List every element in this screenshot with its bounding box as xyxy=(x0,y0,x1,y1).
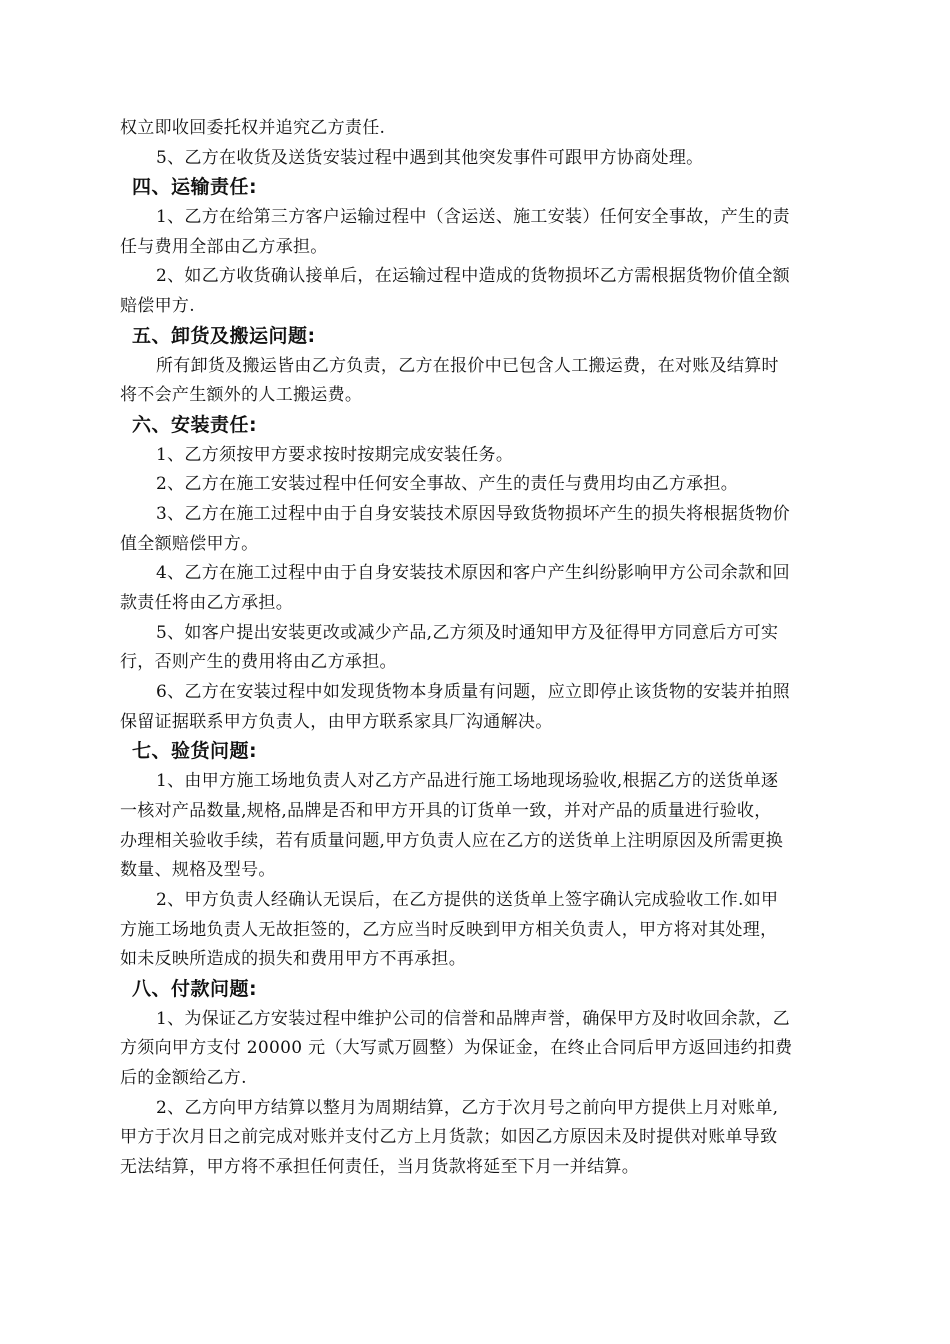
section-heading: 四、运输责任: xyxy=(132,176,258,199)
paragraph-start-line: 2、乙方在施工安装过程中任何安全事故、产生的责任与费用均由乙方承担。 xyxy=(156,474,739,495)
paragraph-start-line: 所有卸货及搬运皆由乙方负责，乙方在报价中已包含人工搬运费，在对账及结算时 xyxy=(156,355,779,376)
paragraph-start-line: 6、乙方在安装过程中如发现货物本身质量有问题，应立即停止该货物的安装并拍照 xyxy=(156,682,790,703)
text-line: 值全额赔偿甲方。 xyxy=(120,533,259,554)
text-line: 方施工场地负责人无故拒签的，乙方应当时反映到甲方相关负责人，甲方将对其处理， xyxy=(120,919,778,940)
text-line: 数量、规格及型号。 xyxy=(120,860,276,881)
text-line: 保留证据联系甲方负责人，由甲方联系家具厂沟通解决。 xyxy=(120,711,553,732)
text-line: 一核对产品数量,规格,品牌是否和甲方开具的订货单一致，并对产品的质量进行验收， xyxy=(120,800,772,821)
section-heading: 七、验货问题: xyxy=(132,740,258,763)
section-heading: 六、安装责任: xyxy=(132,413,258,436)
paragraph-start-line: 5、如客户提出安装更改或减少产品,乙方须及时通知甲方及征得甲方同意后方可实 xyxy=(156,622,779,643)
text-line: 后的金额给乙方. xyxy=(120,1068,247,1088)
text-line: 款责任将由乙方承担。 xyxy=(120,593,293,613)
paragraph-start-line: 5、乙方在收货及送货安装过程中遇到其他突发事件可跟甲方协商处理。 xyxy=(156,147,704,168)
text-line: 赔偿甲方. xyxy=(120,296,195,317)
text-line: 无法结算，甲方将不承担任何责任，当月货款将延至下月一并结算。 xyxy=(120,1157,639,1178)
paragraph-start-line: 2、甲方负责人经确认无误后，在乙方提供的送货单上签字确认完成验收工作.如甲 xyxy=(156,889,779,910)
text-line: 如未反映所造成的损失和费用甲方不再承担。 xyxy=(120,949,466,970)
paragraph-start-line: 2、如乙方收货确认接单后，在运输过程中造成的货物损坏乙方需根据货物价值全额 xyxy=(156,266,790,287)
paragraph-start-line: 1、由甲方施工场地负责人对乙方产品进行施工场地现场验收,根据乙方的送货单逐 xyxy=(156,771,779,792)
contract-body xyxy=(120,114,840,1183)
text-line: 办理相关验收手续，若有质量问题,甲方负责人应在乙方的送货单上注明原因及所需更换 xyxy=(120,830,784,851)
text-line: 将不会产生额外的人工搬运费。 xyxy=(120,385,363,406)
text-line: 行，否则产生的费用将由乙方承担。 xyxy=(120,652,397,673)
text-line: 任与费用全部由乙方承担。 xyxy=(120,236,328,257)
paragraph-start-line: 4、乙方在施工过程中由于自身安装技术原因和客户产生纠纷影响甲方公司余款和回 xyxy=(156,563,790,584)
paragraph-start-line: 1、乙方须按甲方要求按时按期完成安装任务。 xyxy=(156,444,514,465)
section-heading: 五、卸货及搬运问题: xyxy=(132,324,316,347)
text-line: 方须向甲方支付 20000 元（大写贰万圆整）为保证金，在终止合同后甲方返回违约扣费 xyxy=(120,1038,793,1059)
section-heading: 八、付款问题: xyxy=(132,977,258,1000)
text-line: 权立即收回委托权并追究乙方责任. xyxy=(120,118,386,138)
paragraph-start-line: 3、乙方在施工过程中由于自身安装技术原因导致货物损坏产生的损失将根据货物价 xyxy=(156,503,790,524)
paragraph-start-line: 1、乙方在给第三方客户运输过程中（含运送、施工安装）任何安全事故，产生的责 xyxy=(156,207,790,228)
paragraph-start-line: 1、为保证乙方安装过程中维护公司的信誉和品牌声誉，确保甲方及时收回余款，乙 xyxy=(156,1008,790,1029)
text-line: 甲方于次月日之前完成对账并支付乙方上月货款；如因乙方原因未及时提供对账单导致 xyxy=(120,1127,778,1148)
paragraph-start-line: 2、乙方向甲方结算以整月为周期结算，乙方于次月号之前向甲方提供上月对账单, xyxy=(156,1097,779,1118)
